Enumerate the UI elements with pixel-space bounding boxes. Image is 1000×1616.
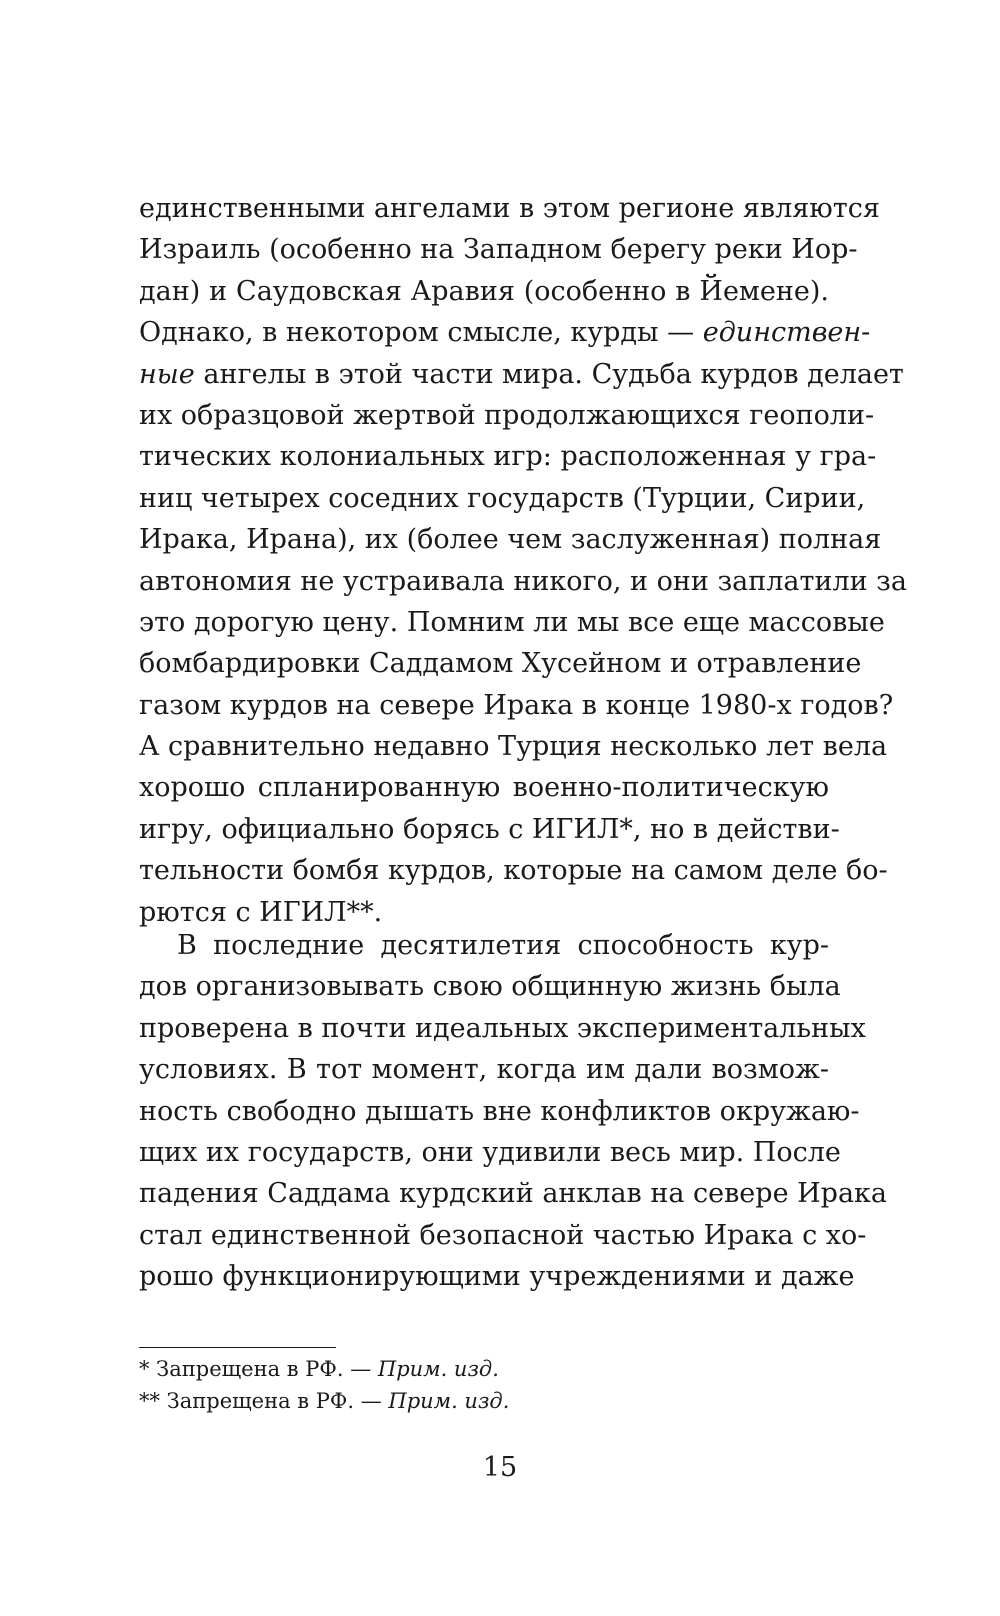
text-line [139, 809, 840, 850]
text-segment: ангелы в этой части мира. Судьба курдов делает [194, 358, 904, 390]
text-line [139, 643, 862, 684]
text-segment: газом курдов на севере Ирака в конце 1980-х годов? [139, 689, 894, 721]
text-line [139, 850, 888, 891]
text-line [139, 1173, 888, 1214]
text-line [139, 229, 858, 270]
text-line [139, 354, 904, 395]
text-line [139, 1132, 841, 1173]
text-segment: щих их государств, они удивили весь мир. После [139, 1136, 841, 1168]
text-line [139, 519, 882, 560]
footnote-2-note: Прим. изд. [388, 1389, 510, 1413]
text-segment: рошо функционирующими учреждениями и даже [139, 1261, 855, 1293]
text-segment: бомбардировки Саддамом Хусейном и отравление [139, 648, 862, 680]
text-line [139, 1091, 860, 1132]
text-line [139, 1215, 867, 1256]
footnotes [139, 1353, 509, 1417]
text-segment: единственными ангелами в этом регионе являются [139, 193, 880, 224]
text-line [139, 1008, 866, 1049]
text-line [139, 767, 829, 808]
text-segment: условиях. В тот момент, когда им дали возмож- [139, 1054, 829, 1086]
text-segment: ность свободно дышать вне конфликтов окружаю- [139, 1095, 860, 1127]
text-segment: их образцовой жертвой продолжающихся геополи- [139, 399, 875, 431]
text-line [139, 271, 829, 312]
text-line [139, 602, 885, 643]
text-segment: ниц четырех соседних государств (Турции, Сирии, [139, 482, 866, 514]
text-segment: тических колониальных игр: расположенная у гра- [139, 441, 877, 473]
italic-text: ные [139, 358, 195, 390]
text-segment: стал единственной безопасной частью Ирака с хо- [139, 1219, 867, 1251]
text-line [139, 478, 866, 519]
footnote-1-note: Прим. изд. [377, 1357, 499, 1381]
body-paragraph-2 [139, 925, 888, 1298]
text-segment: хорошо спланированную военно-политическую [139, 772, 829, 804]
text-line [139, 966, 841, 1007]
text-segment: А сравнительно недавно Турция несколько лет вела [139, 731, 888, 763]
text-line [139, 312, 871, 353]
text-segment: дан) и Саудовская Аравия (особенно в Йемене). [139, 275, 829, 307]
text-line [139, 925, 829, 966]
text-segment: Израиль (особенно на Западном берегу реки Иор- [139, 234, 858, 266]
text-segment: проверена в почти идеальных экспериментальных [139, 1012, 866, 1044]
footnote-separator [139, 1347, 336, 1348]
footnote-2-marker: ** [139, 1389, 160, 1413]
footnote-1-text: Запрещена в РФ. — [149, 1357, 378, 1381]
text-line [139, 561, 908, 602]
text-segment: В последние десятилетия способность кур- [177, 930, 829, 961]
text-line [139, 726, 888, 767]
text-segment: тельности бомбя курдов, которые на самом деле бо- [139, 855, 888, 887]
footnote-2-text: Запрещена в РФ. — [160, 1389, 389, 1413]
footnote-2 [139, 1385, 509, 1417]
text-line [139, 188, 880, 229]
italic-text: единствен- [702, 317, 871, 349]
footnote-1-marker: * [139, 1357, 150, 1381]
text-segment: это дорогую цену. Помним ли мы все еще массовые [139, 606, 885, 638]
text-segment: Однако, в некотором смысле, курды — [139, 317, 703, 349]
text-line [139, 1049, 829, 1090]
text-segment: дов организовывать свою общинную жизнь была [139, 971, 841, 1003]
page-number: 15 [482, 1452, 518, 1483]
text-line [139, 436, 877, 477]
text-segment: падения Саддама курдский анклав на севере Ирака [139, 1178, 888, 1210]
body-paragraph-1 [139, 188, 908, 933]
text-line [139, 395, 875, 436]
text-segment: Ирака, Ирана), их (более чем заслуженная) полная [139, 524, 882, 556]
text-segment: рются с ИГИЛ**. [139, 896, 383, 928]
text-segment: игру, официально борясь с ИГИЛ*, но в действи- [139, 813, 840, 845]
text-segment: автономия не устраивала никого, и они заплатили за [139, 565, 908, 597]
footnote-1 [139, 1353, 509, 1385]
text-line [139, 685, 894, 726]
text-line [139, 1256, 855, 1297]
